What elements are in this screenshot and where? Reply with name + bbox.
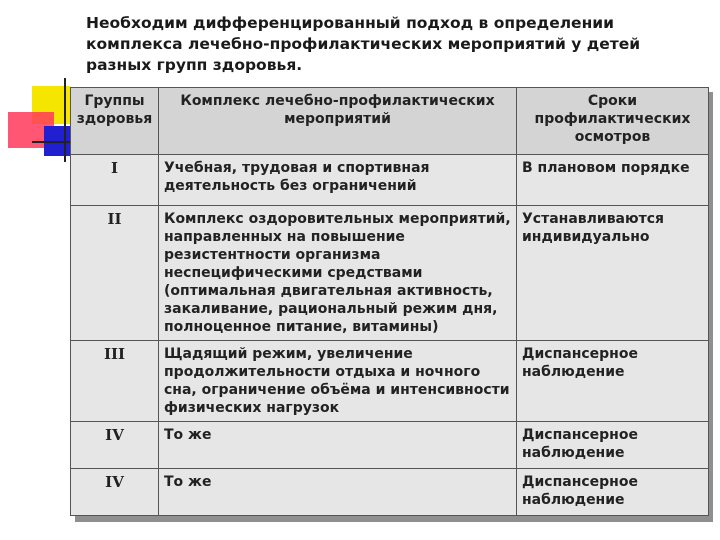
cell-measures: Щадящий режим, увеличение продолжительности отдыха и ночного сна, ограничение объёма и интенсивности физических нагрузок <box>159 341 517 422</box>
cell-measures: То же <box>159 469 517 516</box>
cell-group: IV <box>71 469 159 516</box>
cell-measures: Учебная, трудовая и спортивная деятельность без ограничений <box>159 155 517 206</box>
slide-title: Необходим дифференцированный подход в определении комплекса лечебно-профилактических мероприятий у детей разных групп здоровья. <box>86 14 641 74</box>
cell-schedule: Диспансерное наблюдение <box>517 341 709 422</box>
table-row <box>71 469 709 516</box>
table-row <box>71 155 709 206</box>
cell-group: IV <box>71 422 159 469</box>
cell-group: I <box>71 155 159 206</box>
decor-horizontal-line <box>32 141 72 143</box>
cell-schedule: Диспансерное наблюдение <box>517 469 709 516</box>
header-exam-schedule: Сроки профилактических осмотров <box>517 88 709 155</box>
table-row <box>71 206 709 341</box>
header-health-groups: Группы здоровья <box>71 88 159 155</box>
cell-schedule: Устанавливаются индивидуально <box>517 206 709 341</box>
table-header-row <box>71 88 709 155</box>
cell-group: III <box>71 341 159 422</box>
cell-schedule: В плановом порядке <box>517 155 709 206</box>
health-groups-table <box>70 87 709 516</box>
decor-vertical-line <box>64 78 66 162</box>
cell-measures: То же <box>159 422 517 469</box>
cell-group: II <box>71 206 159 341</box>
table-row <box>71 341 709 422</box>
header-measures: Комплекс лечебно-профилактических мероприятий <box>159 88 517 155</box>
cell-measures: Комплекс оздоровительных мероприятий, направленных на повышение резистентности организма неспецифическими средствами (оптимальная двигательная активность, закаливание, рациональный режим дня, полноценное питание, витамины) <box>159 206 517 341</box>
cell-schedule: Диспансерное наблюдение <box>517 422 709 469</box>
table-row <box>71 422 709 469</box>
